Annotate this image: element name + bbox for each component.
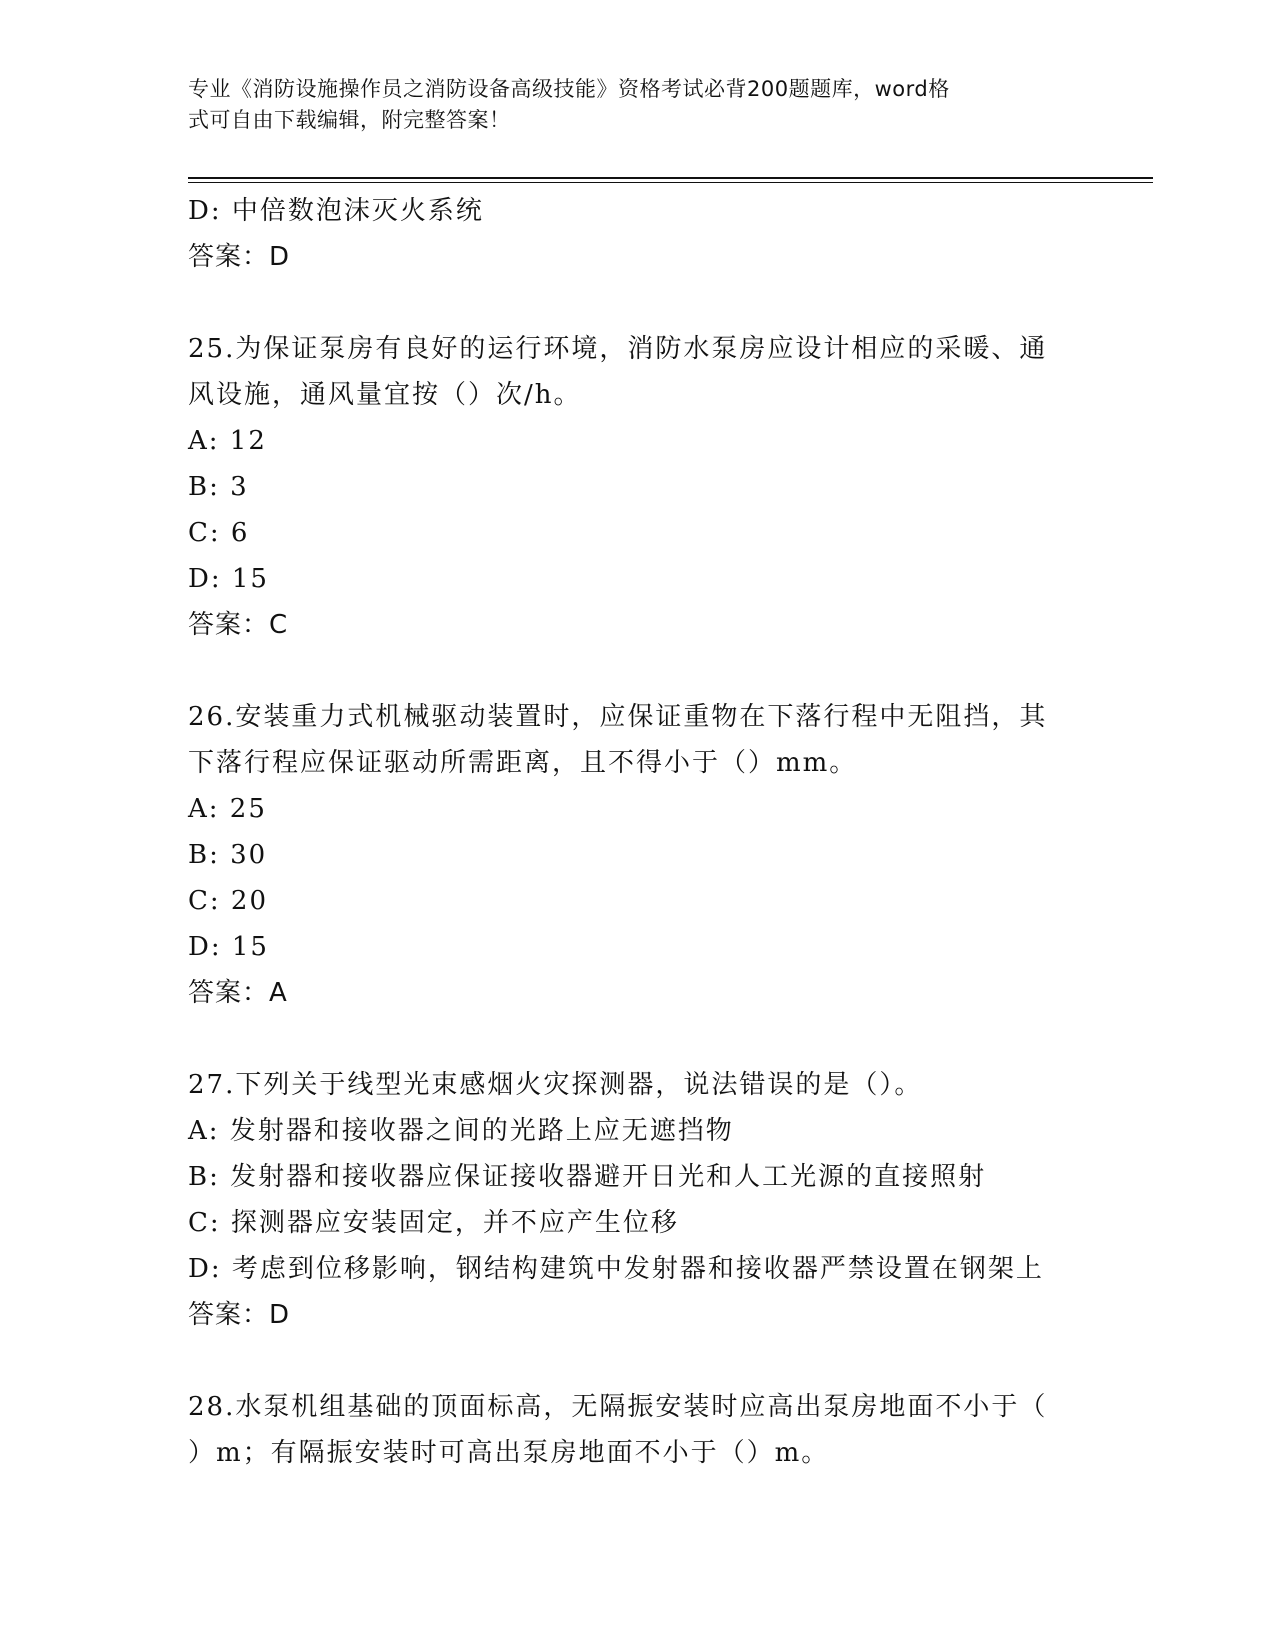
option-c: C: 6: [188, 518, 250, 548]
header-divider-thin: [188, 182, 1153, 183]
document-header: [188, 74, 1068, 136]
question-prev-tail: [188, 188, 1088, 280]
header-line-1: 专业《消防设施操作员之消防设备高级技能》资格考试必背200题题库，word格: [188, 77, 950, 101]
spacer: [188, 1338, 1088, 1384]
question-list: [188, 188, 1088, 1476]
option-d: D: 15: [188, 932, 269, 962]
question-text-line-1: 25.为保证泵房有良好的运行环境，消防水泵房应设计相应的采暖、通: [188, 334, 1048, 364]
spacer: [188, 280, 1088, 326]
answer-line: 答案：D: [188, 242, 291, 272]
header-divider-thick: [188, 177, 1153, 179]
question-26: [188, 694, 1088, 1016]
header-line-2: 式可自由下载编辑，附完整答案！: [188, 108, 511, 132]
spacer: [188, 1016, 1088, 1062]
option-b: B: 3: [188, 472, 249, 502]
option-a: A: 发射器和接收器之间的光路上应无遮挡物: [188, 1116, 734, 1146]
option-b: B: 发射器和接收器应保证接收器避开日光和人工光源的直接照射: [188, 1162, 987, 1192]
option-d: D: 中倍数泡沫灭火系统: [188, 196, 484, 226]
question-text-line-2: ）m；有隔振安装时可高出泵房地面不小于（）m。: [188, 1438, 830, 1468]
question-text-line-1: 28.水泵机组基础的顶面标高，无隔振安装时应高出泵房地面不小于（: [188, 1392, 1048, 1422]
option-d: D: 15: [188, 564, 269, 594]
option-c: C: 探测器应安装固定，并不应产生位移: [188, 1208, 679, 1238]
question-27: [188, 1062, 1088, 1338]
question-25: [188, 326, 1088, 648]
question-text-line-2: 下落行程应保证驱动所需距离，且不得小于（）mm。: [188, 748, 858, 778]
answer-line: 答案：C: [188, 610, 289, 640]
question-28: [188, 1384, 1088, 1476]
spacer: [188, 648, 1088, 694]
question-text-line-2: 风设施，通风量宜按（）次/h。: [188, 380, 582, 410]
option-a: A: 25: [188, 794, 267, 824]
answer-line: 答案：D: [188, 1300, 291, 1330]
option-a: A: 12: [188, 426, 267, 456]
option-d: D: 考虑到位移影响，钢结构建筑中发射器和接收器严禁设置在钢架上: [188, 1254, 1044, 1284]
answer-line: 答案：A: [188, 978, 288, 1008]
option-c: C: 20: [188, 886, 269, 916]
question-text-line-1: 26.安装重力式机械驱动装置时，应保证重物在下落行程中无阻挡，其: [188, 702, 1048, 732]
option-b: B: 30: [188, 840, 268, 870]
question-text-line-1: 27.下列关于线型光束感烟火灾探测器，说法错误的是（）。: [188, 1070, 923, 1100]
